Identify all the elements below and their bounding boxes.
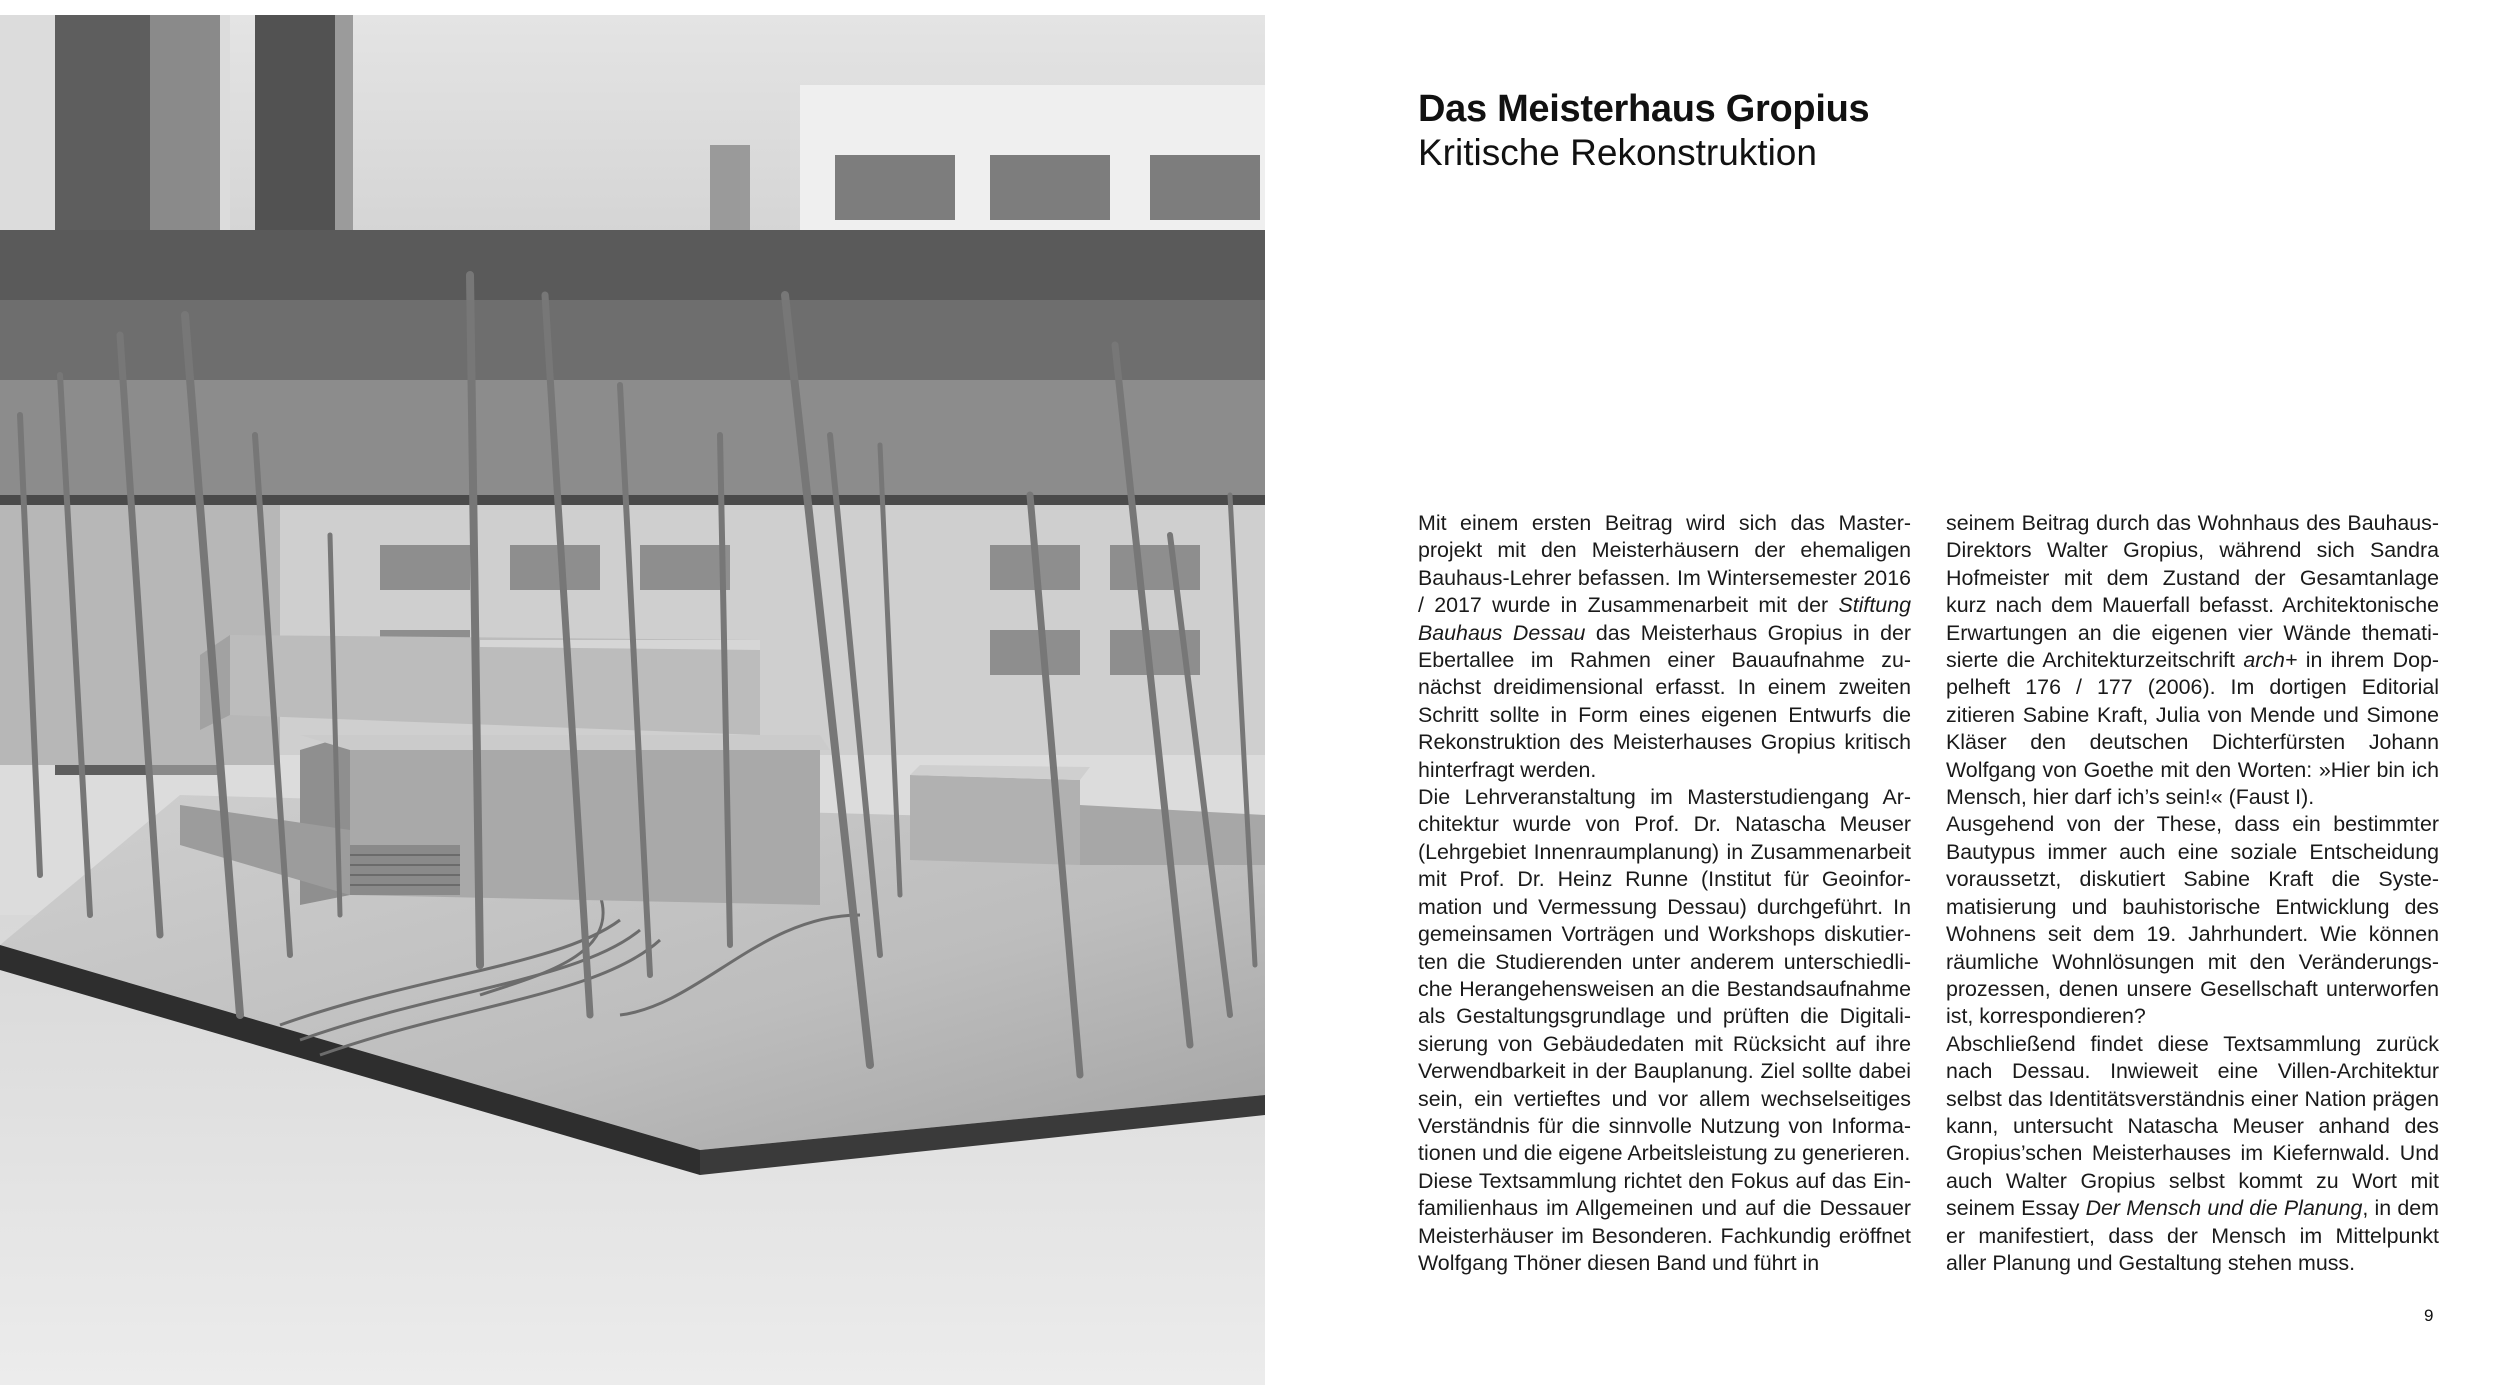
paragraph: Ausgehend von der These, dass ein bestimmter Bautypus immer auch eine soziale Entscheidung voraussetzt, diskutiert Sabine Kraft die Systematisierung und bauhistorische Entwicklung des Wohnens seit dem 19. Jahrhundert. Wie können räumliche Wohnlösungen mit den Veränderungsprozessen, denen unsere Gesellschaft unterworfen ist, korrespondieren? (1946, 812, 2439, 1029)
paragraph: Mit einem ersten Beitrag wird sich das Masterprojekt mit den Meisterhäusern der ehemaligen Bauhaus-Lehrer befassen. Im Wintersemester 2016 / 2017 wurde in Zusammenarbeit mit der Stiftung Bauhaus Dessau das Meisterhaus Gropius in der Ebertallee im Rahmen einer Bauaufnahme zunächst dreidimensional erfasst. In einem zweiten Schritt sollte in Form eines eigenen Entwurfs die Rekonstruktion des Meisterhauses Gropius kritisch hinterfragt werden. (1418, 511, 1911, 782)
text-column-right (1946, 510, 2439, 1277)
page-number: 9 (2424, 1306, 2434, 1325)
photo-illustration (0, 15, 1265, 1385)
paragraph: Diese Textsammlung richtet den Fokus auf das Einfamilienhaus im Allgemeinen und auf die Dessauer Meisterhäuser im Besonderen. Fachkundig eröffnet Wolfgang Thöner diesen Band und führt in (1418, 1168, 1911, 1275)
paragraph: Abschließend findet diese Textsammlung zurück nach Dessau. Inwieweit eine Villen-Architektur selbst das Identitätsverständnis einer Nation prägen kann, untersucht Natascha Meuser anhand des Gropius’schen Meisterhauses im Kiefernwald. Und auch Walter Gropius selbst kommt zu Wort mit seinem Essay Der Mensch und die Planung, in dem er manifestiert, dass der Mensch im Mittelpunkt aller Planung und Gestaltung stehen muss. (1946, 1031, 2439, 1275)
paragraph: Die Lehrveranstaltung im Masterstudiengang Architektur wurde von Prof. Dr. Natascha Meuser (Lehrgebiet Innenraumplanung) in Zusammenarbeit mit Prof. Dr. Heinz Runne (Institut für Geoinformation und Vermessung Dessau) durchgeführt. In gemeinsamen Vorträgen und Workshops diskutierten die Studierenden unter anderem unterschiedliche Herangehensweisen an die Bestandsaufnahme als Gestaltungsgrundlage und prüften die Digitalisierung von Gebäudedaten mit Rücksicht auf ihre Verwendbarkeit in der Bauplanung. Ziel sollte dabei sein, ein vertieftes und vor allem wechselseitiges Verständnis für die sinnvolle Nutzung von Informationen und die eigene Arbeitsleistung zu generieren. (1418, 785, 1911, 1166)
page-subtitle: Kritische Rekonstruktion (1418, 132, 1817, 173)
page-title: Das Meisterhaus Gropius (1418, 88, 1870, 130)
paragraph: seinem Beitrag durch das Wohnhaus des Bauhaus-Direktors Walter Gropius, während sich Sandra Hofmeister mit dem Zustand der Gesamtanlage kurz nach dem Mauerfall befasst. Architektonische Erwartungen an die eigenen vier Wände thematisierte die Architekturzeitschrift arch+ in ihrem Doppelheft 176 / 177 (2006). Im dortigen Editorial zitieren Sabine Kraft, Julia von Mende und Simone Kläser den deutschen Dichterfürsten Johann Wolfgang von Goethe mit den Worten: »Hier bin ich Mensch, hier darf ich’s sein!« (Faust I). (1946, 511, 2439, 810)
architecture-model-photo (0, 15, 1265, 1400)
text-column-left (1418, 510, 1911, 1277)
